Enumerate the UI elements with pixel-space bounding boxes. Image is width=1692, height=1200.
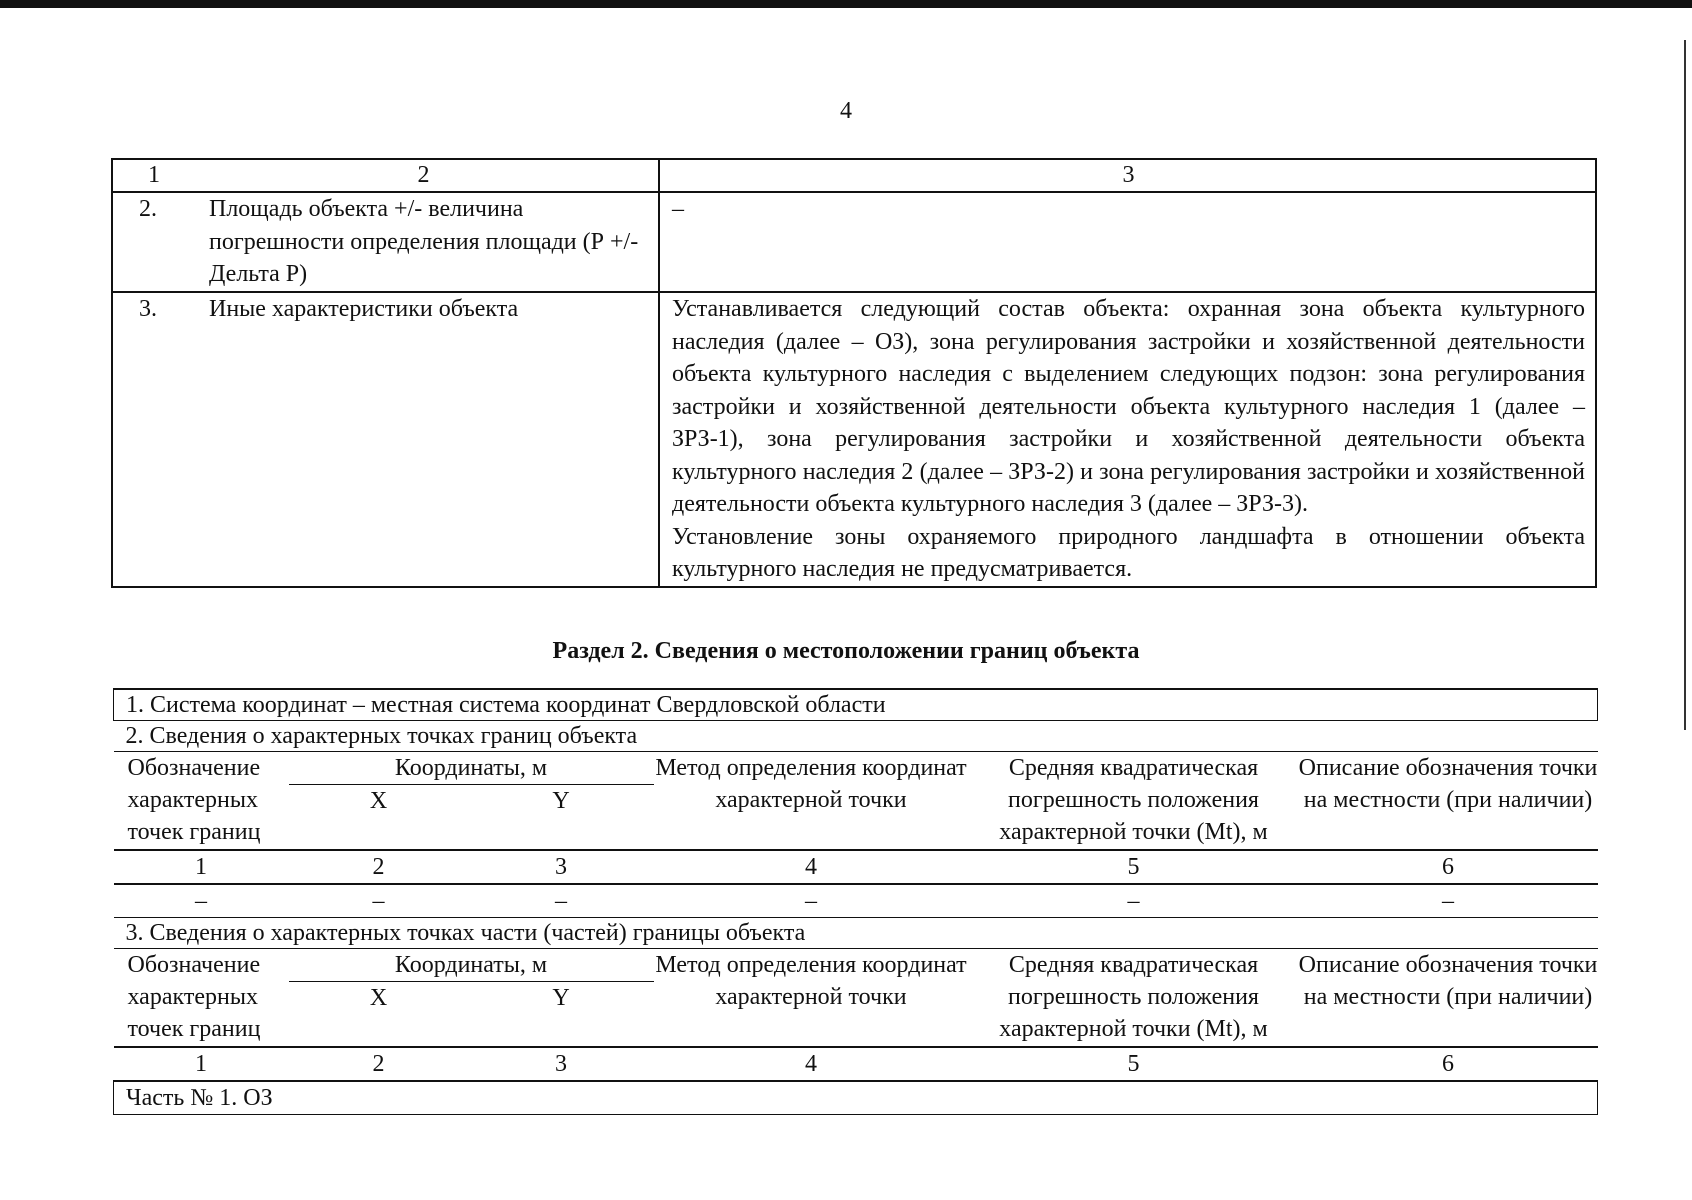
- row-number: 2.: [112, 192, 195, 292]
- table-cell: –: [469, 884, 654, 918]
- col-error: Средняя квадратическая погрешность положения характерной точки (Mt), м: [999, 952, 1268, 1042]
- col-number: 3: [469, 850, 654, 884]
- header-col-2: 2: [195, 159, 659, 192]
- col-x: X: [369, 985, 388, 1011]
- table-cell: –: [969, 884, 1299, 918]
- section-title: Раздел 2. Сведения о местоположении границ объекта: [552, 638, 1140, 664]
- table-row: [112, 292, 1596, 587]
- parts-title-row: [114, 918, 1598, 949]
- columns-header-row: [114, 752, 1598, 785]
- col-coords: Координаты, м: [289, 949, 654, 982]
- col-error: Средняя квадратическая погрешность положения характерной точки (Mt), м: [999, 755, 1268, 845]
- object-characteristics-table: [111, 158, 1597, 588]
- coord-system-row: [114, 689, 1598, 721]
- value-paragraph: Устанавливается следующий состав объекта: охранная зона объекта культурного наследия (далее – ОЗ), зона регулирования застройки и хозяйственной деятельности объекта культурного наследия с выделением следующих подзон: зона регулирования застройки и хозяйственной деятельности объекта культурного наследия 1 (далее – ЗРЗ-1), зона регулирования застройки и хозяйственной деятельности объекта культурного наследия 2 (далее – ЗРЗ-2) и зона регулирования застройки и хозяйственной деятельности объекта культурного наследия 3 (далее – ЗРЗ-3).: [672, 296, 1585, 517]
- col-number: 1: [114, 1047, 289, 1081]
- col-description: Описание обозначения точки на местности (при наличии): [1298, 952, 1598, 1010]
- boundary-points-table: [113, 688, 1598, 1115]
- table-header-row: [112, 159, 1596, 192]
- value-paragraph: –: [672, 196, 684, 222]
- col-coords: Координаты, м: [289, 752, 654, 785]
- col-method: Метод определения координат характерной точки: [655, 755, 967, 813]
- col-number: 5: [969, 1047, 1299, 1081]
- row-value: [659, 292, 1596, 587]
- points-title-row: [114, 721, 1598, 752]
- table-row: [112, 192, 1596, 292]
- row-number: 3.: [112, 292, 195, 587]
- table-row: [114, 884, 1598, 918]
- scan-right-edge: [1684, 40, 1686, 730]
- header-col-1: 1: [112, 159, 195, 192]
- col-number: 4: [654, 850, 969, 884]
- part-row: [114, 1081, 1598, 1115]
- value-paragraph: Установление зоны охраняемого природного ландшафта в отношении объекта культурного наследия не предусматривается.: [672, 523, 1585, 582]
- col-y: Y: [552, 985, 570, 1011]
- column-numbers-row: [114, 850, 1598, 884]
- columns-header-row: [114, 949, 1598, 982]
- table-cell: –: [1299, 884, 1598, 918]
- header-col-3: 3: [659, 159, 1596, 192]
- col-number: 3: [469, 1047, 654, 1081]
- page-number: 4: [840, 98, 852, 124]
- col-description: Описание обозначения точки на местности (при наличии): [1298, 755, 1598, 813]
- col-number: 6: [1299, 1047, 1598, 1081]
- col-number: 6: [1299, 850, 1598, 884]
- table-cell: –: [114, 884, 289, 918]
- col-method: Метод определения координат характерной точки: [655, 952, 967, 1010]
- parts-title: 3. Сведения о характерных точках части (частей) границы объекта: [114, 918, 1598, 949]
- col-number: 4: [654, 1047, 969, 1081]
- points-title: 2. Сведения о характерных точках границ объекта: [114, 721, 1598, 752]
- row-label: Иные характеристики объекта: [195, 292, 659, 587]
- table-cell: –: [654, 884, 969, 918]
- col-x: X: [369, 788, 388, 814]
- col-number: 5: [969, 850, 1299, 884]
- row-label: Площадь объекта +/- величина погрешности определения площади (Р +/- Дельта Р): [195, 192, 659, 292]
- coord-system-text: 1. Система координат – местная система координат Свердловской области: [114, 689, 1598, 721]
- col-number: 2: [289, 850, 469, 884]
- column-numbers-row: [114, 1047, 1598, 1081]
- col-number: 2: [289, 1047, 469, 1081]
- row-value: [659, 192, 1596, 292]
- table-cell: –: [289, 884, 469, 918]
- col-designation: Обозначение характерных точек границ: [127, 952, 261, 1042]
- col-designation: Обозначение характерных точек границ: [127, 755, 261, 845]
- col-number: 1: [114, 850, 289, 884]
- scan-top-border: [0, 0, 1692, 8]
- col-y: Y: [552, 788, 570, 814]
- part-label: Часть № 1. ОЗ: [114, 1081, 1598, 1115]
